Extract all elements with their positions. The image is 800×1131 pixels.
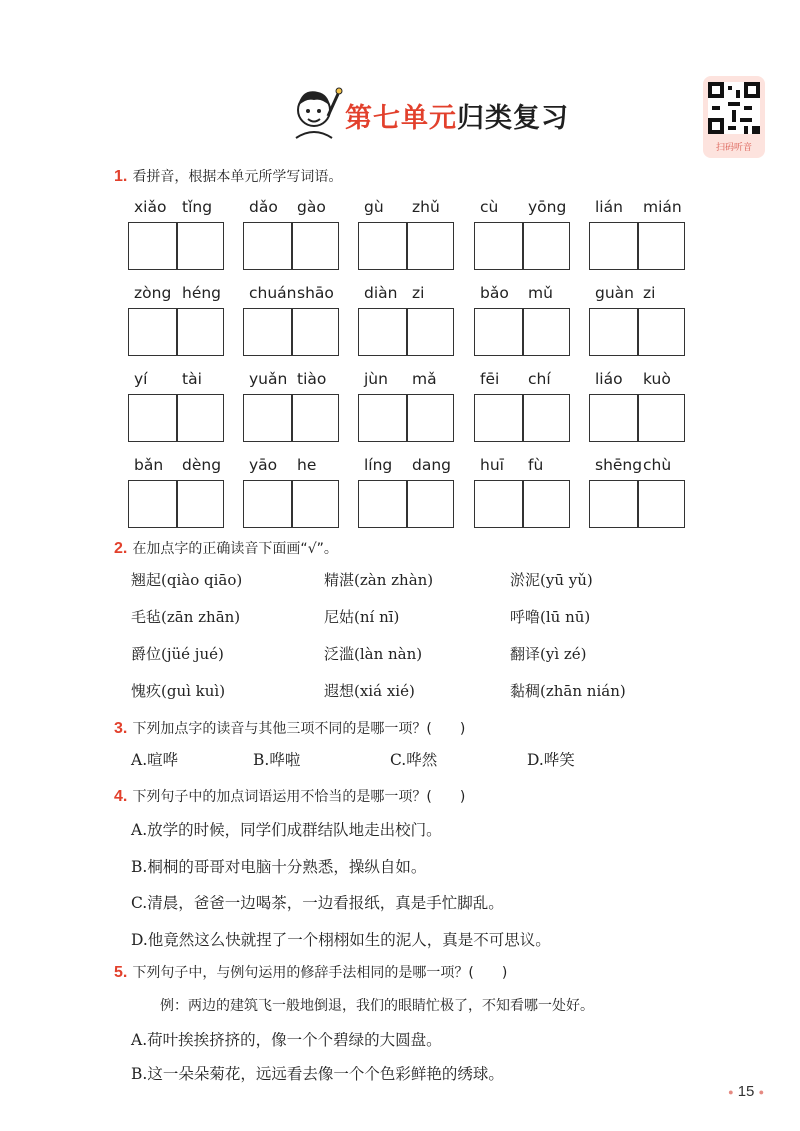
writing-box[interactable] bbox=[128, 222, 224, 270]
qr-label: 扫码听音 bbox=[715, 143, 752, 153]
pronunciation-item[interactable]: 呼噜(lū nū) bbox=[510, 608, 591, 626]
writing-box[interactable] bbox=[589, 308, 685, 356]
writing-box[interactable] bbox=[128, 308, 224, 356]
pinyin-syllable: tǐng bbox=[182, 198, 213, 216]
question-2-heading: 2. 在加点字的正确读音下面画“√”。 bbox=[114, 540, 338, 557]
writing-box[interactable] bbox=[474, 394, 570, 442]
pinyin-syllable: xiǎo bbox=[134, 198, 167, 216]
pinyin-syllable: tiào bbox=[297, 370, 327, 388]
pinyin-syllable: liáo bbox=[595, 370, 623, 388]
pinyin-syllable: chí bbox=[528, 370, 551, 388]
pinyin-syllable: zi bbox=[412, 284, 425, 302]
writing-box[interactable] bbox=[358, 394, 454, 442]
pinyin-syllable: héng bbox=[182, 284, 222, 302]
pronunciation-item[interactable]: 黏稠(zhān nián) bbox=[510, 682, 626, 700]
q3-option-a[interactable]: A.喧哗 bbox=[131, 751, 179, 769]
writing-box[interactable] bbox=[474, 308, 570, 356]
qr-code-icon bbox=[708, 82, 760, 134]
pinyin-syllable: diàn bbox=[364, 284, 398, 302]
writing-box[interactable] bbox=[128, 394, 224, 442]
pinyin-syllable: guàn bbox=[595, 284, 634, 302]
pinyin-syllable: dang bbox=[412, 456, 451, 474]
writing-box[interactable] bbox=[589, 222, 685, 270]
q3-option-d[interactable]: D.哗笑 bbox=[527, 751, 575, 769]
pronunciation-item[interactable]: 翘起(qiào qiāo) bbox=[131, 571, 243, 589]
pronunciation-item[interactable]: 愧疚(guì kuì) bbox=[131, 682, 226, 700]
q3-option-c[interactable]: C.哗然 bbox=[390, 751, 438, 769]
pinyin-syllable: jùn bbox=[364, 370, 388, 388]
pinyin-syllable: cù bbox=[480, 198, 499, 216]
qr-code-badge[interactable] bbox=[703, 76, 765, 158]
pronunciation-item[interactable]: 遐想(xiá xié) bbox=[324, 682, 415, 700]
pinyin-syllable: fēi bbox=[480, 370, 500, 388]
pronunciation-item[interactable]: 爵位(jüé jué) bbox=[131, 645, 224, 663]
pinyin-syllable: zhǔ bbox=[412, 198, 440, 216]
pinyin-syllable: chuán bbox=[249, 284, 297, 302]
pinyin-syllable: yí bbox=[134, 370, 148, 388]
pinyin-syllable: yāo bbox=[249, 456, 278, 474]
question-5-heading: 5. 下列句子中，与例句运用的修辞手法相同的是哪一项？( ) bbox=[114, 964, 508, 981]
pinyin-syllable: yuǎn bbox=[249, 370, 288, 388]
pinyin-syllable: zi bbox=[643, 284, 656, 302]
pronunciation-item[interactable]: 毛毡(zān zhān) bbox=[131, 608, 241, 626]
writing-box[interactable] bbox=[243, 222, 339, 270]
writing-box[interactable] bbox=[589, 480, 685, 528]
writing-box[interactable] bbox=[243, 394, 339, 442]
q3-option-b[interactable]: B.哗啦 bbox=[253, 751, 301, 769]
question-4-heading: 4. 下列句子中的加点词语运用不恰当的是哪一项？( ) bbox=[114, 788, 466, 805]
pinyin-syllable: tài bbox=[182, 370, 202, 388]
pinyin-syllable: yōng bbox=[528, 198, 567, 216]
writing-box[interactable] bbox=[243, 480, 339, 528]
pronunciation-item[interactable]: 泛滥(làn nàn) bbox=[324, 645, 423, 663]
pronunciation-item[interactable]: 尼姑(ní nī) bbox=[324, 608, 400, 626]
writing-box[interactable] bbox=[358, 480, 454, 528]
q5-option-a[interactable]: A.荷叶挨挨挤挤的，像一个个碧绿的大圆盘。 bbox=[131, 1031, 442, 1049]
q4-option-c[interactable]: C.清晨，爸爸一边喝茶，一边看报纸，真是手忙脚乱。 bbox=[131, 894, 504, 912]
writing-box[interactable] bbox=[243, 308, 339, 356]
pinyin-syllable: gù bbox=[364, 198, 384, 216]
pinyin-syllable: fù bbox=[528, 456, 544, 474]
pronunciation-item[interactable]: 淤泥(yū yǔ) bbox=[510, 571, 593, 589]
pinyin-syllable: chù bbox=[643, 456, 672, 474]
pronunciation-item[interactable]: 精湛(zàn zhàn) bbox=[324, 571, 434, 589]
pinyin-syllable: gào bbox=[297, 198, 326, 216]
pinyin-syllable: shēng bbox=[595, 456, 643, 474]
page-number: ● 15 ● bbox=[728, 1083, 764, 1100]
q5-option-b[interactable]: B.这一朵朵菊花，远远看去像一个个色彩鲜艳的绣球。 bbox=[131, 1065, 504, 1083]
pinyin-syllable: zòng bbox=[134, 284, 172, 302]
writing-box[interactable] bbox=[128, 480, 224, 528]
pinyin-syllable: mǔ bbox=[528, 284, 553, 302]
writing-box[interactable] bbox=[589, 394, 685, 442]
pinyin-syllable: líng bbox=[364, 456, 393, 474]
q5-example: 例：两边的建筑飞一般地倒退，我们的眼睛忙极了，不知看哪一处好。 bbox=[160, 998, 594, 1014]
writing-box[interactable] bbox=[474, 480, 570, 528]
q4-option-a[interactable]: A.放学的时候，同学们成群结队地走出校门。 bbox=[131, 821, 442, 839]
pinyin-syllable: mián bbox=[643, 198, 682, 216]
boy-mascot-icon bbox=[288, 80, 344, 140]
pinyin-syllable: dǎo bbox=[249, 198, 278, 216]
writing-box[interactable] bbox=[474, 222, 570, 270]
pinyin-syllable: shāo bbox=[297, 284, 334, 302]
q4-option-d[interactable]: D.他竟然这么快就捏了一个栩栩如生的泥人，真是不可思议。 bbox=[131, 931, 551, 949]
writing-box[interactable] bbox=[358, 222, 454, 270]
pinyin-syllable: bǎo bbox=[480, 284, 509, 302]
writing-box[interactable] bbox=[358, 308, 454, 356]
pinyin-syllable: he bbox=[297, 456, 317, 474]
pinyin-syllable: lián bbox=[595, 198, 623, 216]
question-3-heading: 3. 下列加点字的读音与其他三项不同的是哪一项？( ) bbox=[114, 720, 466, 737]
q4-option-b[interactable]: B.桐桐的哥哥对电脑十分熟悉，操纵自如。 bbox=[131, 858, 427, 876]
pinyin-syllable: kuò bbox=[643, 370, 671, 388]
page-title: 第七单元归类复习 bbox=[345, 103, 569, 134]
pinyin-syllable: huī bbox=[480, 456, 504, 474]
pronunciation-item[interactable]: 翻译(yì zé) bbox=[510, 645, 587, 663]
pinyin-syllable: bǎn bbox=[134, 456, 164, 474]
question-1-heading: 1. 看拼音，根据本单元所学写词语。 bbox=[114, 168, 343, 185]
pinyin-syllable: dèng bbox=[182, 456, 222, 474]
pinyin-syllable: mǎ bbox=[412, 370, 437, 388]
